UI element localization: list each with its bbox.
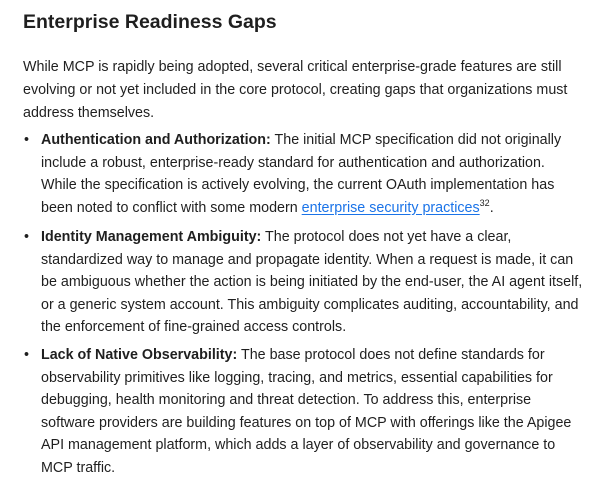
- enterprise-security-practices-link[interactable]: enterprise security practices: [301, 199, 480, 216]
- list-item-label: Lack of Native Observability:: [41, 347, 238, 363]
- list-item-text: [41, 129, 583, 219]
- list-item-terminator: .: [489, 199, 494, 216]
- bullet-dot-icon: •: [24, 132, 30, 148]
- list-item-body: The protocol does not yet have a clear, standardized way to manage and propagate identity. When a request is made, it can be ambiguous whether the action is being initiated by the end-user, the AI agent itself, or a generic system account. This ambiguity complicates auditing, accountability, and the enforcement of fine-grained access controls.: [41, 229, 583, 335]
- intro-paragraph: While MCP is rapidly being adopted, several critical enterprise-grade features are still evolving or not yet included in the core protocol, creating gaps that organizations must address themselves.: [23, 59, 568, 121]
- bullet-dot-icon: •: [24, 229, 30, 245]
- list-item-body: The initial MCP specification did not originally include a robust, enterprise-ready standard for authentication and authorization. While the specification is actively evolving, the current OAuth implementation has been noted to conflict with some modern: [41, 132, 562, 216]
- list-item-text: [41, 226, 583, 339]
- section-heading: Enterprise Readiness Gaps: [23, 11, 277, 33]
- list-item-label: Identity Management Ambiguity:: [41, 229, 262, 245]
- list-item-label: Authentication and Authorization:: [41, 132, 271, 148]
- list-item-body: The base protocol does not define standards for observability primitives like logging, tracing, and metrics, essential capabilities for debugging, health monitoring and threat detection. To address this, enterprise software providers are building features on top of MCP with offerings like the Apigee API management platform, which adds a layer of observability and governance to MCP traffic.: [41, 347, 572, 476]
- citation-marker: 32: [479, 197, 490, 208]
- list-item-text: [41, 344, 583, 479]
- bullet-dot-icon: •: [24, 347, 30, 363]
